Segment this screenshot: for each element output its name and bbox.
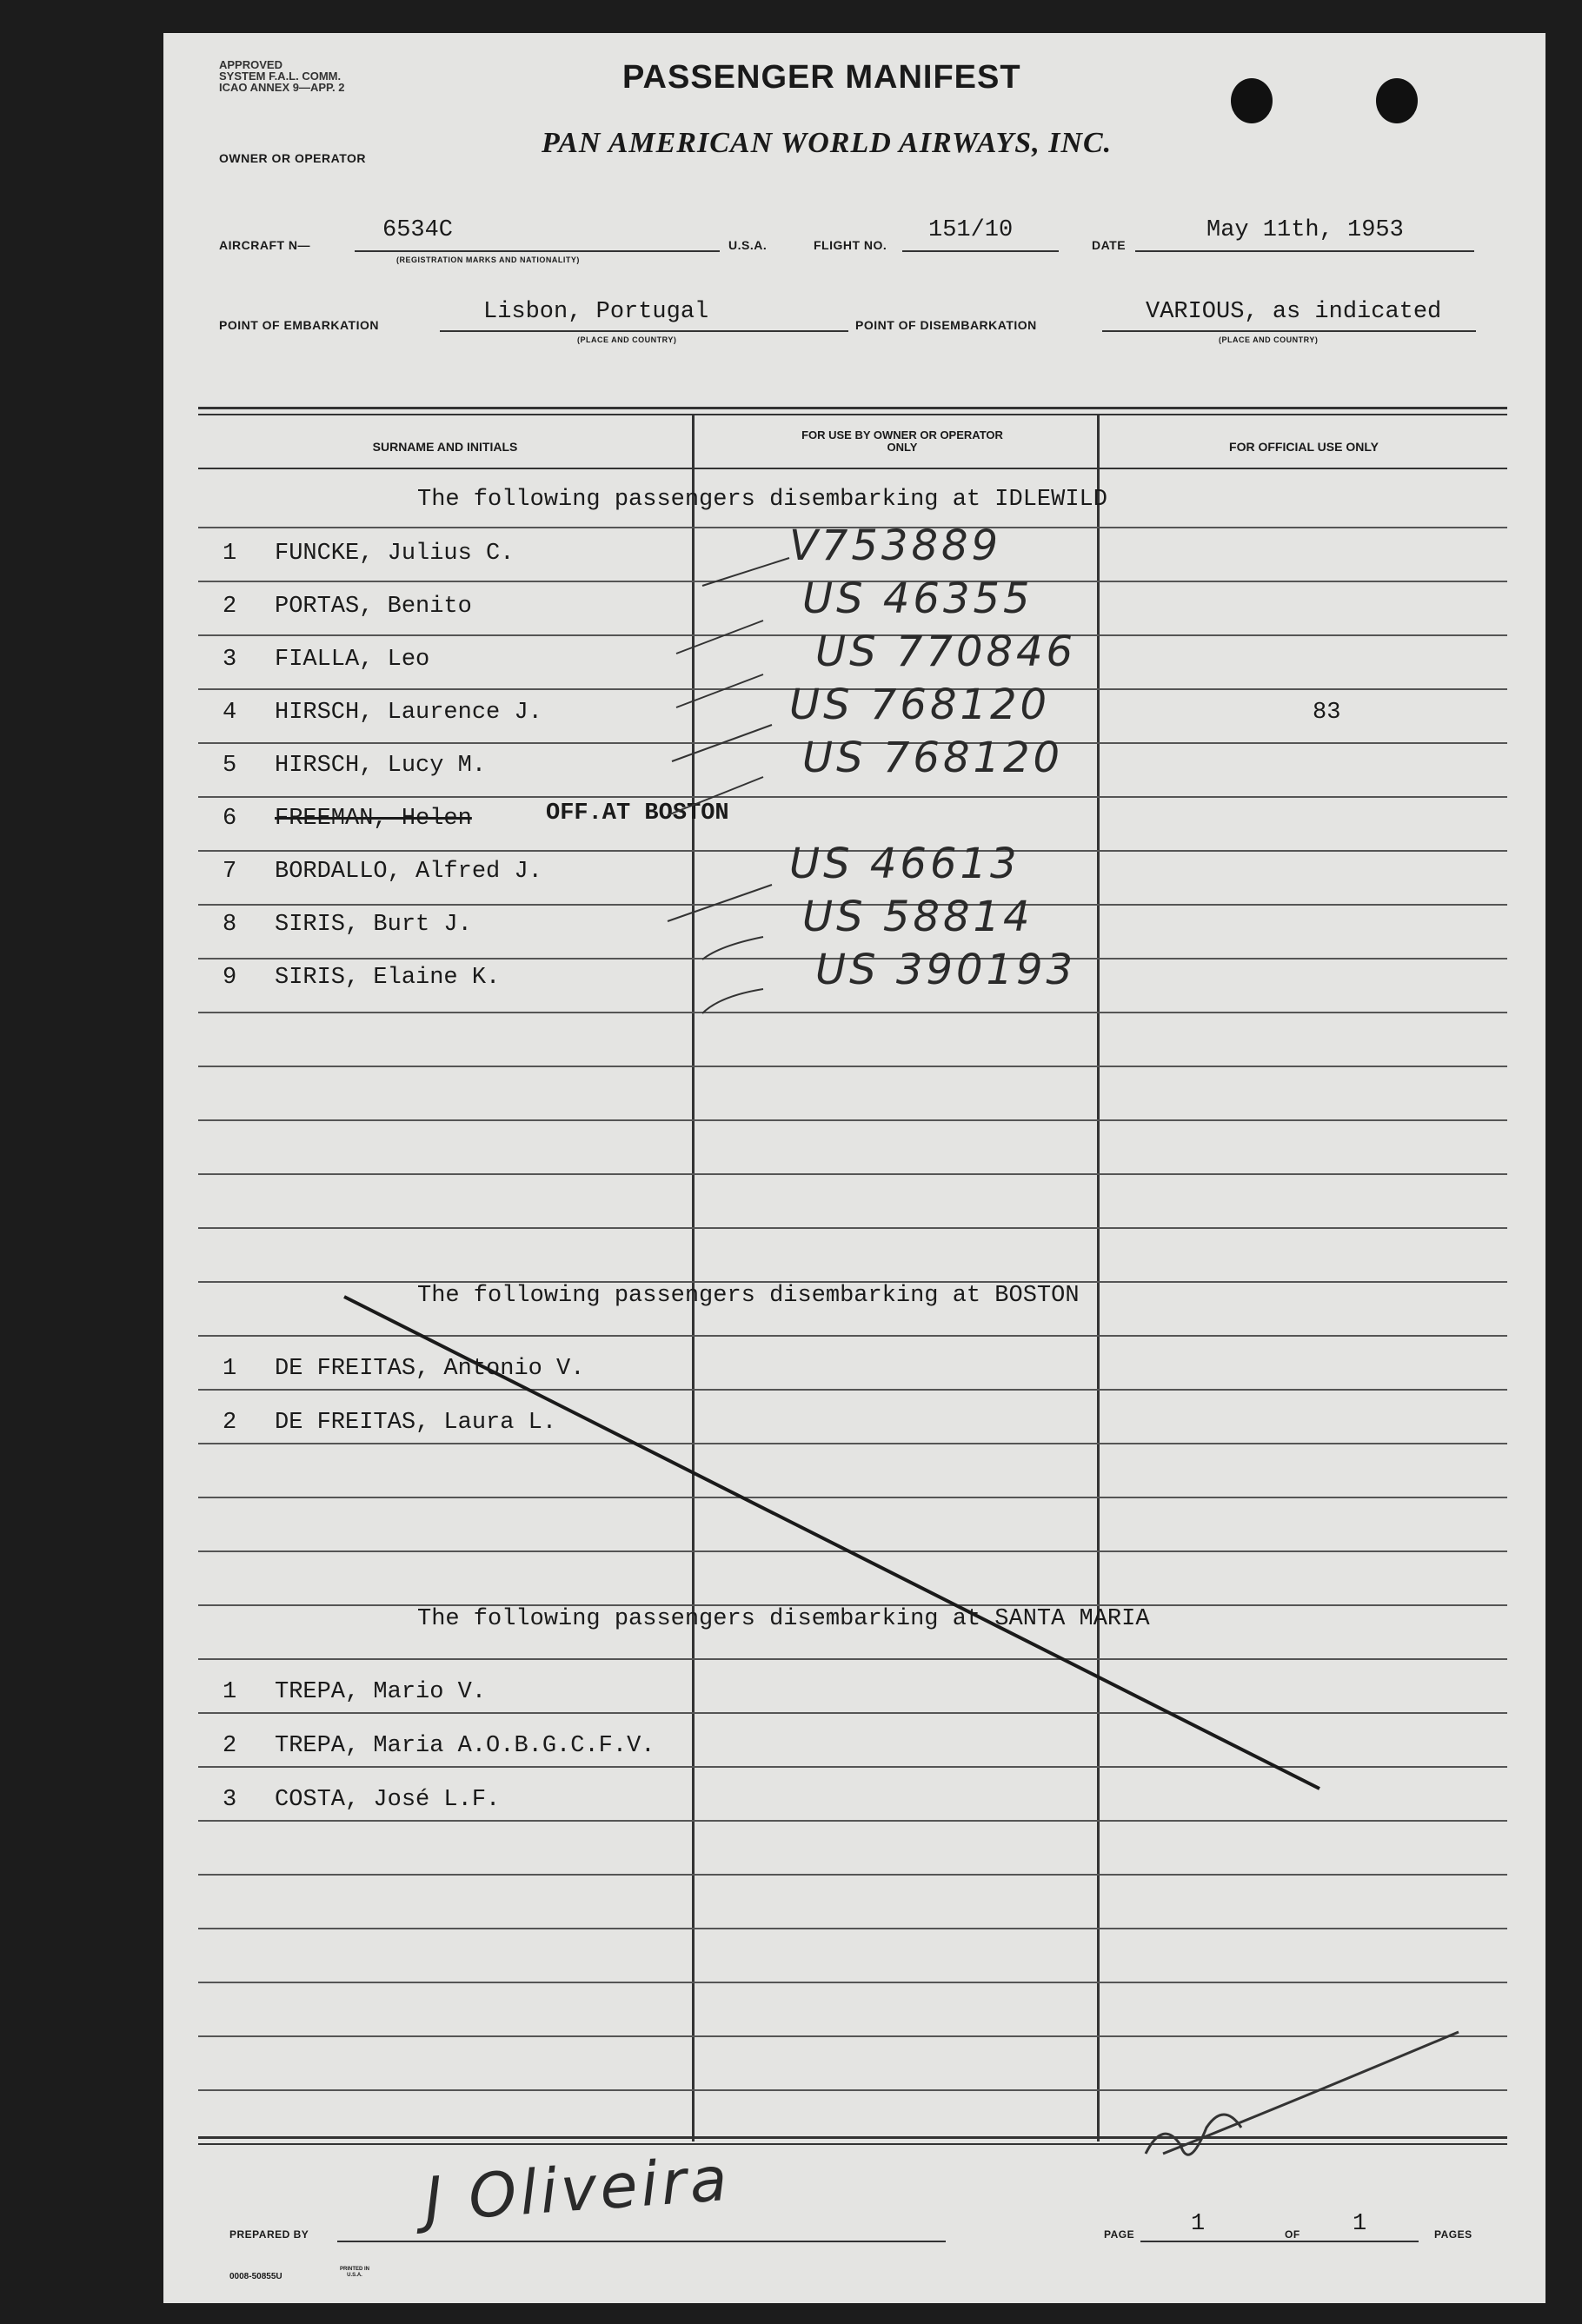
check-mark-icon (702, 989, 763, 1013)
passport-number: US 390193 (815, 946, 1077, 994)
section-heading-idlewild: The following passengers disembarking at IDLEWILD (417, 487, 1107, 513)
row-number: 3 (223, 1787, 237, 1813)
passport-number: US 46355 (802, 574, 1034, 623)
passenger-name: FREEMAN, Helen (275, 806, 472, 832)
pen-marks (163, 33, 1545, 2303)
col-official-use: FOR OFFICIAL USE ONLY (1229, 440, 1379, 454)
row-number: 7 (223, 859, 237, 885)
row-number: 2 (223, 1410, 237, 1436)
row-number: 2 (223, 1733, 237, 1759)
row-number: 5 (223, 753, 237, 779)
row-number: 4 (223, 700, 237, 726)
page-total: 1 (1353, 2211, 1367, 2237)
flight-label: FLIGHT NO. (814, 238, 887, 252)
aircraft-sub-label: (REGISTRATION MARKS AND NATIONALITY) (396, 256, 580, 264)
section-heading-santa-maria: The following passengers disembarking at SANTA MARIA (417, 1606, 1150, 1632)
section-heading-boston: The following passengers disembarking at BOSTON (417, 1283, 1080, 1309)
usa-label: U.S.A. (728, 238, 768, 252)
passenger-name: PORTAS, Benito (275, 594, 472, 620)
form-number: 0008-50855U (229, 2272, 282, 2281)
passenger-name: FUNCKE, Julius C. (275, 541, 515, 567)
page-label: PAGE (1104, 2228, 1135, 2241)
passenger-name: HIRSCH, Lucy M. (275, 753, 487, 779)
printer-mark: PRINTED IN U.S.A. (339, 2267, 369, 2278)
official-signature-stroke (1163, 2032, 1459, 2154)
passport-number: US 58814 (802, 893, 1034, 941)
embarkation-label: POINT OF EMBARKATION (219, 318, 379, 332)
disembarkation-value: VARIOUS, as indicated (1146, 299, 1442, 325)
passenger-name: TREPA, Maria A.O.B.G.C.F.V. (275, 1733, 655, 1759)
passport-number: US 46613 (789, 840, 1020, 888)
cancel-diagonal-line (344, 1297, 1319, 1789)
pages-label: PAGES (1434, 2228, 1472, 2241)
passenger-name: SIRIS, Burt J. (275, 912, 472, 938)
embarkation-value: Lisbon, Portugal (483, 299, 709, 325)
disembarkation-label: POINT OF DISEMBARKATION (855, 318, 1037, 332)
row-number: 1 (223, 1356, 237, 1382)
row-number: 3 (223, 647, 237, 673)
row-number: 9 (223, 965, 237, 991)
approval-stamp: APPROVED SYSTEM F.A.L. COMM. ICAO ANNEX 9—APP. 2 (219, 58, 345, 94)
page-number: 1 (1191, 2211, 1206, 2237)
date-label: DATE (1092, 238, 1127, 252)
official-signature (1146, 2115, 1241, 2155)
flight-number: 151/10 (928, 217, 1014, 243)
passenger-name: DE FREITAS, Antonio V. (275, 1356, 585, 1382)
prepared-by-label: PREPARED BY (229, 2228, 309, 2241)
passport-number: US 770846 (815, 627, 1077, 676)
row-number: 1 (223, 1679, 237, 1705)
passport-number: US 768120 (802, 734, 1064, 782)
check-mark-icon (668, 885, 772, 921)
check-mark-icon (702, 558, 789, 586)
passenger-name: COSTA, José L.F. (275, 1787, 501, 1813)
passport-number: V753889 (789, 521, 1002, 570)
passenger-note: OFF.AT BOSTON (546, 800, 729, 827)
col-owner-use: FOR USE BY OWNER OR OPERATOR ONLY (801, 428, 1003, 454)
manifest-sheet (163, 33, 1545, 2303)
check-mark-icon (676, 621, 763, 654)
passenger-name: DE FREITAS, Laura L. (275, 1410, 557, 1436)
page-title: PASSENGER MANIFEST (622, 59, 1021, 96)
check-mark-icon (702, 937, 763, 959)
row-number: 2 (223, 594, 237, 620)
row-number: 8 (223, 912, 237, 938)
passenger-name: HIRSCH, Laurence J. (275, 700, 542, 726)
passport-number: US 768120 (789, 681, 1051, 729)
passenger-name: TREPA, Mario V. (275, 1679, 487, 1705)
row-number: 6 (223, 806, 237, 832)
aircraft-label: AIRCRAFT N— (219, 238, 311, 252)
flight-date: May 11th, 1953 (1206, 217, 1404, 243)
prepared-by-signature: J Oliveira (422, 2142, 733, 2236)
passenger-name: FIALLA, Leo (275, 647, 430, 673)
of-label: OF (1285, 2228, 1300, 2241)
official-mark: 83 (1313, 700, 1341, 726)
check-mark-icon (676, 674, 763, 707)
col-surname: SURNAME AND INITIALS (372, 440, 518, 454)
airline-name: PAN AMERICAN WORLD AIRWAYS, INC. (542, 127, 1113, 159)
passenger-name: BORDALLO, Alfred J. (275, 859, 542, 885)
passenger-name: SIRIS, Elaine K. (275, 965, 501, 991)
embarkation-sub-label: (PLACE AND COUNTRY) (577, 335, 677, 344)
owner-label: OWNER OR OPERATOR (219, 151, 366, 165)
check-mark-icon (668, 777, 763, 815)
aircraft-value: 6534C (382, 217, 454, 243)
check-mark-icon (672, 725, 772, 761)
disembarkation-sub-label: (PLACE AND COUNTRY) (1219, 335, 1319, 344)
row-number: 1 (223, 541, 237, 567)
